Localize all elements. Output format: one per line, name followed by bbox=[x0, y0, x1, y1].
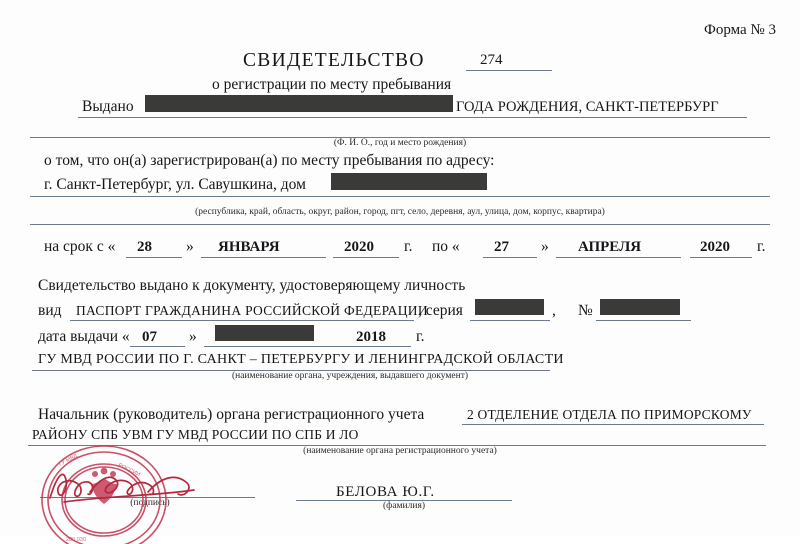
redaction-block-address bbox=[331, 173, 487, 190]
address-value: г. Санкт-Петербург, ул. Савушкина, дом bbox=[44, 176, 306, 193]
identity-comma: , bbox=[552, 302, 556, 319]
identity-kind-label: вид bbox=[38, 302, 62, 319]
identity-issue-day-rule bbox=[130, 346, 185, 347]
issued-label: Выдано bbox=[82, 98, 134, 115]
term-from-label: на срок с « bbox=[44, 238, 116, 255]
official-stamp-icon bbox=[32, 444, 187, 544]
issuing-authority-caption: (наименование органа, учреждения, выдавшего документ) bbox=[231, 371, 469, 381]
term-year-abbr-to: г. bbox=[757, 238, 766, 255]
identity-issue-year: 2018 bbox=[356, 329, 386, 345]
term-day-to-rule bbox=[483, 257, 537, 258]
term-year-from-rule bbox=[333, 257, 399, 258]
head-of-office-rule-1 bbox=[462, 424, 764, 425]
page-title: СВИДЕТЕЛЬСТВО bbox=[243, 50, 425, 71]
signature-caption: (подпись) bbox=[130, 498, 170, 508]
term-day-from: 28 bbox=[137, 239, 152, 255]
term-year-abbr-from: г. bbox=[404, 238, 413, 255]
certificate-number: 274 bbox=[480, 52, 503, 68]
signatory-surname: БЕЛОВА Ю.Г. bbox=[336, 484, 435, 500]
term-year-to: 2020 bbox=[700, 239, 730, 255]
identity-issue-day: 07 bbox=[142, 329, 157, 345]
page-subtitle: о регистрации по месту пребывания bbox=[212, 76, 452, 93]
signatory-surname-caption: (фамилия) bbox=[383, 501, 425, 511]
term-day-to: 27 bbox=[494, 239, 509, 255]
identity-kind-value: ПАСПОРТ ГРАЖДАНИНА РОССИЙСКОЙ ФЕДЕРАЦИИ bbox=[76, 303, 428, 318]
identity-issue-year-rule bbox=[349, 346, 411, 347]
registration-statement: о том, что он(а) зарегистрирован(а) по месту пребывания по адресу: bbox=[44, 152, 495, 169]
form-number: Форма № 3 bbox=[704, 22, 776, 38]
fio-caption: (Ф. И. О., год и место рождения) bbox=[333, 138, 467, 148]
head-of-office-value-line-2: РАЙОНУ СПБ УВМ ГУ МВД РОССИИ ПО СПБ И ЛО bbox=[32, 427, 359, 442]
identity-number-rule bbox=[596, 320, 691, 321]
svg-text:РОССИИ: РОССИИ bbox=[117, 462, 142, 479]
identity-number-sign: № bbox=[578, 302, 593, 319]
identity-kind-rule bbox=[70, 320, 414, 321]
svg-text:ГУ МВД: ГУ МВД bbox=[58, 453, 79, 468]
address-rule-second bbox=[30, 224, 770, 225]
identity-issue-year-abbr: г. bbox=[416, 328, 425, 345]
identity-intro: Свидетельство выдано к документу, удостоверяющему личность bbox=[38, 277, 466, 294]
head-of-office-value-line-1: 2 ОТДЕЛЕНИЕ ОТДЕЛА ПО ПРИМОРСКОМУ bbox=[467, 407, 752, 422]
term-day-from-rule bbox=[126, 257, 182, 258]
address-caption: (республика, край, область, округ, район, город, пгт, село, деревня, аул, улица, дом, корпус, квартира) bbox=[195, 207, 605, 217]
address-rule bbox=[30, 196, 770, 197]
redaction-block-name bbox=[145, 95, 453, 112]
issuing-authority-value: ГУ МВД РОССИИ ПО Г. САНКТ – ПЕТЕРБУРГУ И ЛЕНИНГРАДСКОЙ ОБЛАСТИ bbox=[38, 352, 564, 367]
identity-series-rule bbox=[470, 320, 550, 321]
issued-rule bbox=[78, 117, 747, 118]
identity-issue-quote-close: » bbox=[189, 328, 197, 345]
redaction-block-issue-month bbox=[215, 325, 314, 341]
term-month-from-rule bbox=[201, 257, 326, 258]
identity-series-label: , серия bbox=[418, 302, 463, 319]
term-year-to-rule bbox=[690, 257, 752, 258]
term-month-to-rule bbox=[556, 257, 681, 258]
term-year-from: 2020 bbox=[344, 239, 374, 255]
issued-value: ГОДА РОЖДЕНИЯ, САНКТ-ПЕТЕРБУРГ bbox=[456, 99, 719, 115]
term-month-from: ЯНВАРЯ bbox=[218, 239, 280, 255]
svg-text:280 030: 280 030 bbox=[66, 537, 86, 543]
head-of-office-label: Начальник (руководитель) органа регистрационного учета bbox=[38, 406, 425, 423]
term-quote-close-from: » bbox=[186, 238, 194, 255]
identity-issue-month-rule bbox=[204, 346, 349, 347]
term-quote-close-to: » bbox=[541, 238, 549, 255]
term-to-label: по « bbox=[432, 238, 460, 255]
head-of-office-caption: (наименование органа регистрационного учета) bbox=[303, 446, 497, 456]
redaction-block-passport-number bbox=[600, 299, 680, 315]
term-month-to: АПРЕЛЯ bbox=[578, 239, 642, 255]
certificate-number-rule bbox=[466, 70, 552, 71]
identity-issue-date-label: дата выдачи « bbox=[38, 328, 130, 345]
redaction-block-series bbox=[475, 299, 544, 315]
